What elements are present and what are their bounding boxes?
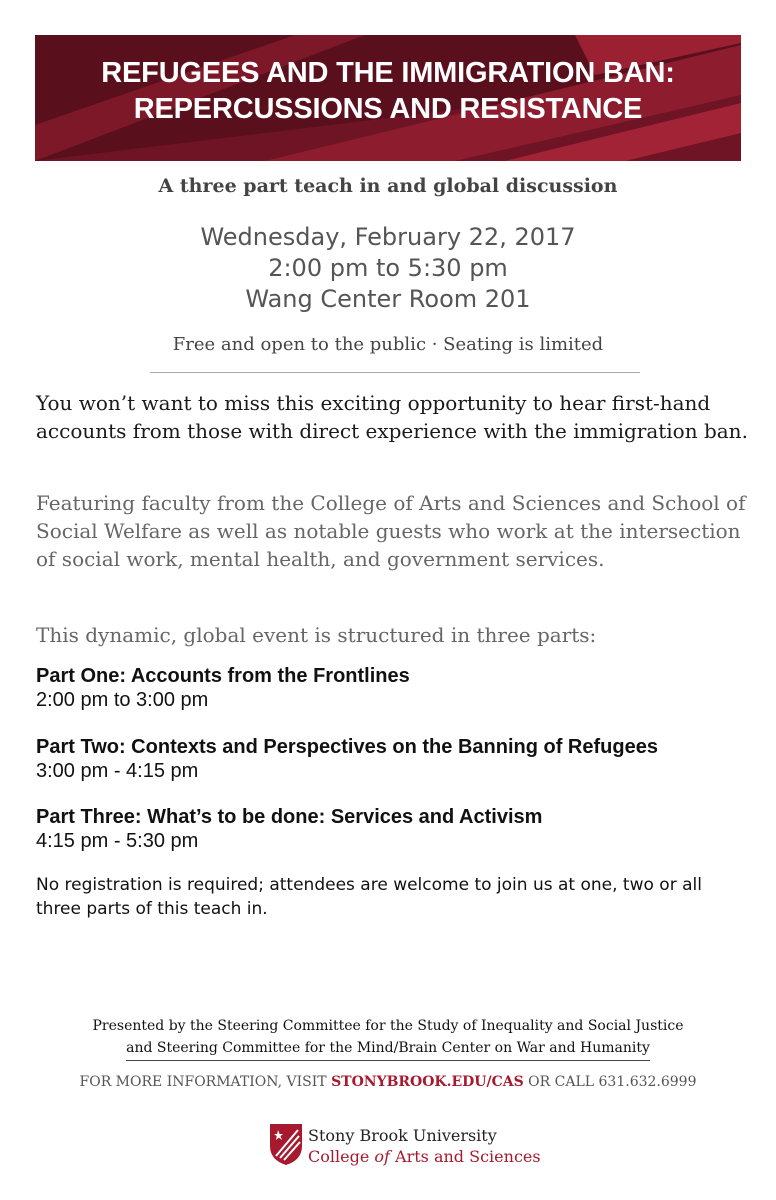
more-info [0, 1074, 776, 1090]
event-date: Wednesday, February 22, 2017 [200, 223, 576, 251]
part-three [36, 805, 748, 853]
featuring-paragraph: Featuring faculty from the College of Arts and Sciences and School of Social Welfare as well as notable guests who work at the intersection of social work, mental health, and government services. [36, 491, 746, 571]
subtitle: A three part teach in and global discussion [158, 175, 618, 197]
presented-line-1: Presented by the Steering Committee for the Study of Inequality and Social Justice [92, 1018, 684, 1034]
structure-intro: This dynamic, global event is structured in three parts: [36, 623, 597, 647]
part-time: 4:15 pm - 5:30 pm [36, 830, 199, 852]
part-one [36, 664, 748, 712]
part-title: Part One: Accounts from the Frontlines [36, 665, 410, 687]
presented-line-2: and Steering Committee for the Mind/Brain Center on War and Humanity [126, 1037, 650, 1061]
event-location: Wang Center Room 201 [245, 285, 531, 313]
more-info-prefix: FOR MORE INFORMATION, VISIT [79, 1074, 332, 1090]
part-title: Part Two: Contexts and Perspectives on the Banning of Refugees [36, 736, 658, 758]
title-line-1: REFUGEES AND THE IMMIGRATION BAN: [101, 57, 675, 89]
part-time: 3:00 pm - 4:15 pm [36, 760, 199, 782]
college-prefix: College [308, 1147, 375, 1166]
part-time: 2:00 pm to 3:00 pm [36, 689, 209, 711]
part-two [36, 735, 748, 783]
presented-by [0, 1015, 776, 1061]
more-info-suffix: OR CALL 631.632.6999 [523, 1074, 697, 1090]
admission-note: Free and open to the public · Seating is limited [172, 334, 604, 355]
event-title [35, 55, 741, 127]
university-logo [268, 1122, 548, 1172]
website-link[interactable]: STONYBROOK.EDU/CAS [331, 1074, 524, 1090]
event-time: 2:00 pm to 5:30 pm [268, 254, 508, 282]
event-details [0, 222, 776, 315]
college-name [308, 1147, 541, 1166]
intro-paragraph: You won’t want to miss this exciting opportunity to hear first-hand accounts from those with direct experience with the immigration ban. [36, 391, 748, 443]
divider [150, 372, 640, 373]
college-suffix: Arts and Sciences [389, 1147, 541, 1166]
university-name: Stony Brook University [308, 1126, 497, 1145]
title-line-2: REPERCUSSIONS AND RESISTANCE [133, 93, 643, 125]
shield-icon [268, 1122, 304, 1166]
registration-note: No registration is required; attendees are welcome to join us at one, two or all three parts of this teach in. [36, 875, 702, 919]
part-title: Part Three: What’s to be done: Services and Activism [36, 806, 543, 828]
title-banner [35, 35, 741, 161]
college-of: of [374, 1147, 390, 1166]
